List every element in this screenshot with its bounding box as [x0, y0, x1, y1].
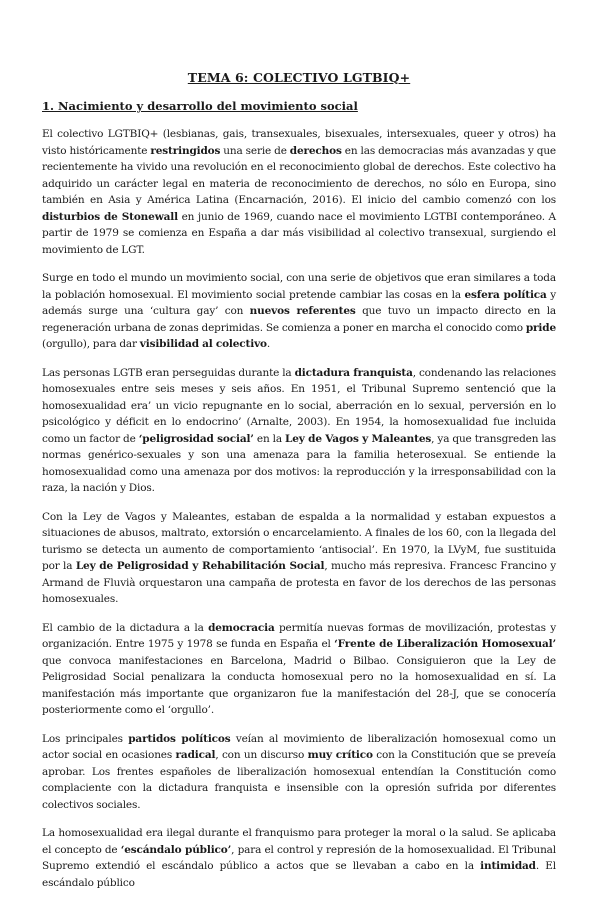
bold-term: democracia — [208, 621, 275, 634]
bold-term: ‘escándalo público’ — [120, 843, 232, 856]
paragraph — [42, 825, 556, 891]
text-run: , condenando las relaciones homosexuales entre seis meses y seis años. En 1951, el Tribunal Supremo sentenció que la homosexualidad era’ un vicio repugnante en lo social, aberración en lo sexual, perversión en lo psicológico y déficit en lo endocrino’ (Arnalte, 2003). En 1954, la homosexualidad fue incluida como un factor de — [42, 366, 557, 445]
text-run: veían al movimiento de liberalización homosexual como un actor social en ocasiones — [42, 732, 557, 761]
text-run: Las personas LGTB eran perseguidas durante la — [42, 366, 295, 379]
paragraph — [42, 126, 556, 258]
text-run: Surge en todo el mundo un movimiento social, con una serie de objetivos que eran similares a toda la población homosexual. El movimiento social pretende cambiar las cosas en la — [42, 272, 556, 301]
text-run: Los principales — [42, 732, 129, 745]
paragraph — [42, 620, 556, 719]
bold-term: intimidad — [480, 860, 536, 872]
text-run: en junio de 1969, cuando nace el movimiento LGTBI contemporáneo. A partir de 1979 se comienza en España a dar más visibilidad al colectivo transexual, surgiendo el movimiento de LGT. — [42, 210, 556, 256]
bold-term: ‘Frente de Liberalización Homosexual’ — [334, 638, 556, 650]
section-heading: 1. Nacimiento y desarrollo del movimiento social — [42, 99, 358, 113]
paragraph — [42, 731, 556, 814]
text-run: permitía nuevas formas de movilización, protestas y organización. Entre 1975 y 1978 se funda en España el — [42, 621, 556, 650]
text-run: La homosexualidad era ilegal durante el franquismo para proteger la moral o la salud. Se aplicaba el concepto de — [42, 827, 556, 856]
bold-term: partidos políticos — [128, 732, 231, 745]
text-run: en la — [253, 432, 286, 445]
text-run: (orgullo), para dar — [42, 338, 140, 350]
paragraph — [42, 270, 556, 353]
bold-term: esfera política — [464, 288, 547, 301]
paragraph — [42, 365, 556, 497]
text-run: con la Constitución que se preveía aprobar. Los frentes españoles de liberalización homosexual entendían la Constitución como complaciente con la dictadura franquista e insensible con la opresión sufrida por diferentes colectivos sociales. — [42, 749, 557, 811]
bold-term: muy crítico — [307, 749, 373, 761]
text-run: , mucho más represiva. Francesc Francino y Armand de Fluvià orquestaron una campaña de protesta en favor de los derechos de las personas homosexuales. — [42, 560, 556, 605]
text-run: , ya que transgreden las normas genérico-sexuales y son una amenaza para la familia heterosexual. Se entiende la homosexualidad como una amenaza por dos motivos: la reproducción y la irresponsabilidad con la raza, la nación y Dios. — [42, 432, 556, 494]
text-run: que convoca manifestaciones en Barcelona, Madrid o Bilbao. Consiguieron que la Ley de Peligrosidad Social penalizara la conducta homosexual pero no la homosexualidad en sí. La manifestación más importante que organizaron fue la manifestación del 28-J, que se conocería posteriormente como el ‘orgullo’. — [42, 654, 556, 716]
bold-term: visibilidad al colectivo — [139, 338, 267, 350]
bold-term: disturbios de Stonewall — [42, 210, 178, 223]
text-run: en las democracias más avanzadas y que recientemente ha vivido una revolución en el reconocimiento global de derechos. Este colectivo ha adquirido un carácter legal en materia de reconocimiento de derechos, no sólo en Europa, sino también en Asia y América Latina (Encarnación, 2016). El inicio del cambio comenzó con los — [42, 144, 556, 206]
text-run: . — [266, 338, 271, 350]
text-run: . El escándalo público — [42, 860, 556, 889]
bold-term: radical — [175, 749, 216, 761]
text-run: Con la Ley de Vagos y Maleantes, estaban de espalda a la normalidad y estaban expuestos a situaciones de abusos, maltrato, extorsión o encarcelamiento. A finales de los 60, con la llegada del turismo se detecta un aumento de comportamiento ‘antisocial’. En 1970, la LVyM, fue sustituida por la — [42, 510, 556, 572]
bold-term: derechos — [289, 144, 342, 157]
document-title: TEMA 6: COLECTIVO LGTBIQ+ — [187, 70, 411, 85]
text-run: El cambio de la dictadura a la — [42, 621, 209, 634]
bold-term: nuevos referentes — [249, 305, 356, 317]
bold-term: Ley de Vagos y Maleantes — [285, 432, 432, 445]
body-text — [42, 126, 556, 891]
document-content — [42, 70, 556, 903]
bold-term: ‘peligrosidad social’ — [138, 432, 254, 445]
text-run: y además surge una ‘cultura gay’ con — [42, 288, 557, 317]
text-run: , para el control y represión de la homosexualidad. El Tribunal Supremo extendió el escándalo público a actos que se llevaban a cabo en la — [42, 843, 557, 872]
bold-term: pride — [525, 321, 556, 334]
bold-term: dictadura franquista — [294, 366, 413, 379]
text-run: una serie de — [220, 144, 290, 157]
text-run: El colectivo LGTBIQ+ (lesbianas, gais, transexuales, bisexuales, intersexuales, queer y otros) ha visto históricamente — [42, 128, 556, 157]
bold-term: restringidos — [150, 144, 221, 157]
text-run: que tuvo un impacto directo en la regeneración urbana de zonas deprimidas. Se comienza a poner en marcha el conocido como — [42, 305, 557, 334]
text-run: , con un discurso — [215, 749, 308, 761]
bold-term: Ley de Peligrosidad y Rehabilitación Social — [75, 560, 325, 572]
paragraph — [42, 509, 556, 608]
